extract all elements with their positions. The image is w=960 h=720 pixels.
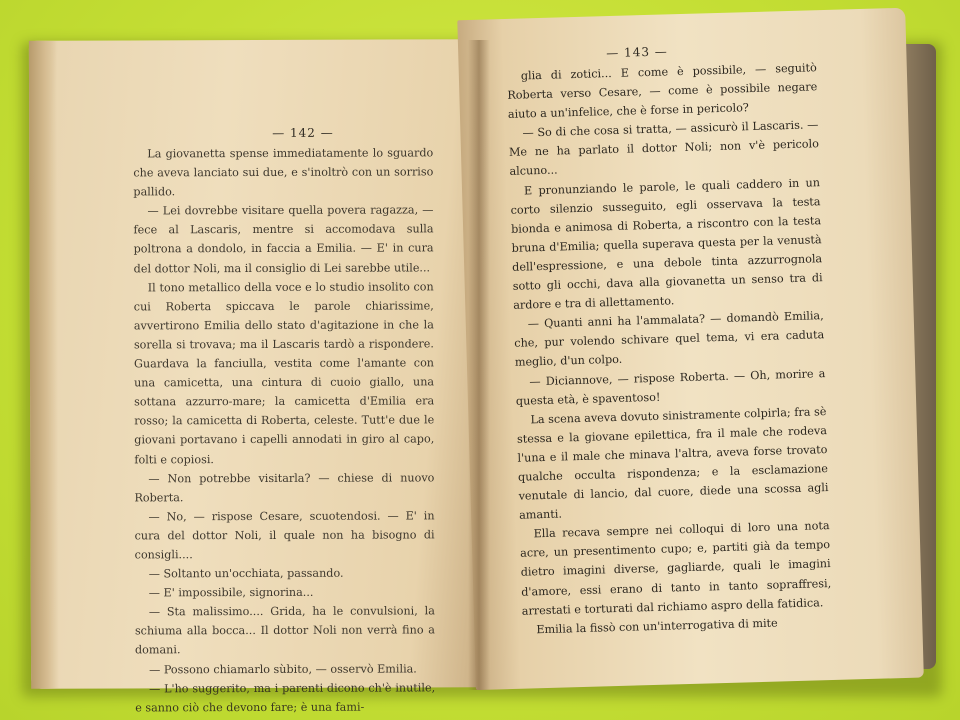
right-page — [457, 8, 924, 690]
paragraph: — Soltanto un'occhiata, passando. — [148, 566, 344, 581]
paragraph: La giovanetta spense immediatamente lo sguardo che aveva lanciato sui due, e s'inoltrò con un sorriso pallido. — [133, 146, 434, 199]
paragraph: — So di che cosa si tratta, — assicurò il Lascaris. — Me ne ha parlato il dottor Noli; non v'è pericolo alcuno... — [508, 118, 820, 179]
paragraph: — E' impossibile, signorina... — [148, 585, 314, 600]
right-page-text — [507, 58, 833, 639]
paragraph: — Quanti anni ha l'ammalata? — domandò Emilia, che, pur volendo schivare quel tema, vi era caduta meglio, d'un colpo. — [514, 309, 825, 370]
paragraph: — Non potrebbe visitarla? — chiese di nuovo Roberta. — [134, 470, 435, 505]
paragraph: — No, — rispose Cesare, scuotendosi. — E' in cura del dottor Noli, il quale non ha bisogno di consigli.... — [134, 509, 435, 562]
paragraph: — Possono chiamarlo sùbito, — osservò Emilia. — [149, 661, 417, 676]
paragraph: — Sta malissimo.... Grida, ha le convulsioni, la schiuma alla bocca... Il dottor Noli non verrà fino a domani. — [134, 604, 435, 657]
paragraph: Emilia la fissò con un'interrogativa di mite — [536, 616, 778, 637]
left-page — [29, 39, 483, 715]
left-page-number: — 142 — — [272, 125, 334, 140]
book-gutter — [468, 40, 490, 690]
paragraph: — Diciannove, — rispose Roberta. — Oh, morire a questa età, è spaventoso! — [515, 366, 826, 408]
right-page-number: — 143 — — [606, 44, 668, 61]
paragraph: E pronunziando le parole, le quali caddero in un corto silenzio susseguito, egli osservava la testa bionda e animosa di Roberta, a riscontro con la testa bruna d'Emilia; quella superava questa per la venustà dell'espressione, e una debole tinta azzurrognola sotto gli occhi, dava alla giovanetta un senso tra di ardore e tra di allettamento. — [510, 175, 823, 312]
paragraph: — Lei dovrebbe visitare quella povera ragazza, — fece al Lascaris, mentre si accomodava sulla poltrona a dondolo, in faccia a Emilia. — E' in cura del dottor Noli, ma il consiglio di Lei sarebbe utile... — [133, 203, 434, 275]
paragraph: — L'ho suggerito, ma i parenti dicono ch'è inutile, e sanno ciò che devono fare; è una fami- — [135, 681, 436, 715]
left-page-text — [133, 143, 435, 717]
paragraph: glia di zotici... E come è possibile, — seguitò Roberta verso Cesare, — come è possibile negare aiuto a un'infelice, che è forse in pericolo? — [507, 61, 818, 122]
paragraph: La scena aveva dovuto sinistramente colpirla; fra sè stessa e la giovane epilettica, fra il male che rodeva l'una e il male che minava l'altra, aveva forse trovato qualche occulta rispondenza; e la esclamazione venutale di lancio, dal cuore, diede una scossa agli amanti. — [516, 404, 829, 522]
paragraph: Ella recava sempre nei colloqui di loro una nota acre, un presentimento cupo; e, partiti già da tempo dietro imagini diverse, gagliarde, quali le imagini d'amore, essi erano di tanto in tanto sopraffresi, arrestati e torturati dal richiamo aspro della fatidica. — [520, 519, 832, 618]
paragraph: Il tono metallico della voce e lo studio insolito con cui Roberta spiccava le parole chiarissime, avvertirono Emilia dello stato d'agitazione in che la sorella si trovava; ma il Lascaris tardò a rispondere. Guardava la fanciulla, vestita come l'amante con una camicetta, una cintura di cuoio giallo, una sottana azzurro-mare; la camicetta d'Emilia era rosso; la camicetta di Roberta, celeste. Tutt'e due le giovani portavano i capelli annodati in giro al capo, folti e copiosi. — [133, 280, 435, 466]
